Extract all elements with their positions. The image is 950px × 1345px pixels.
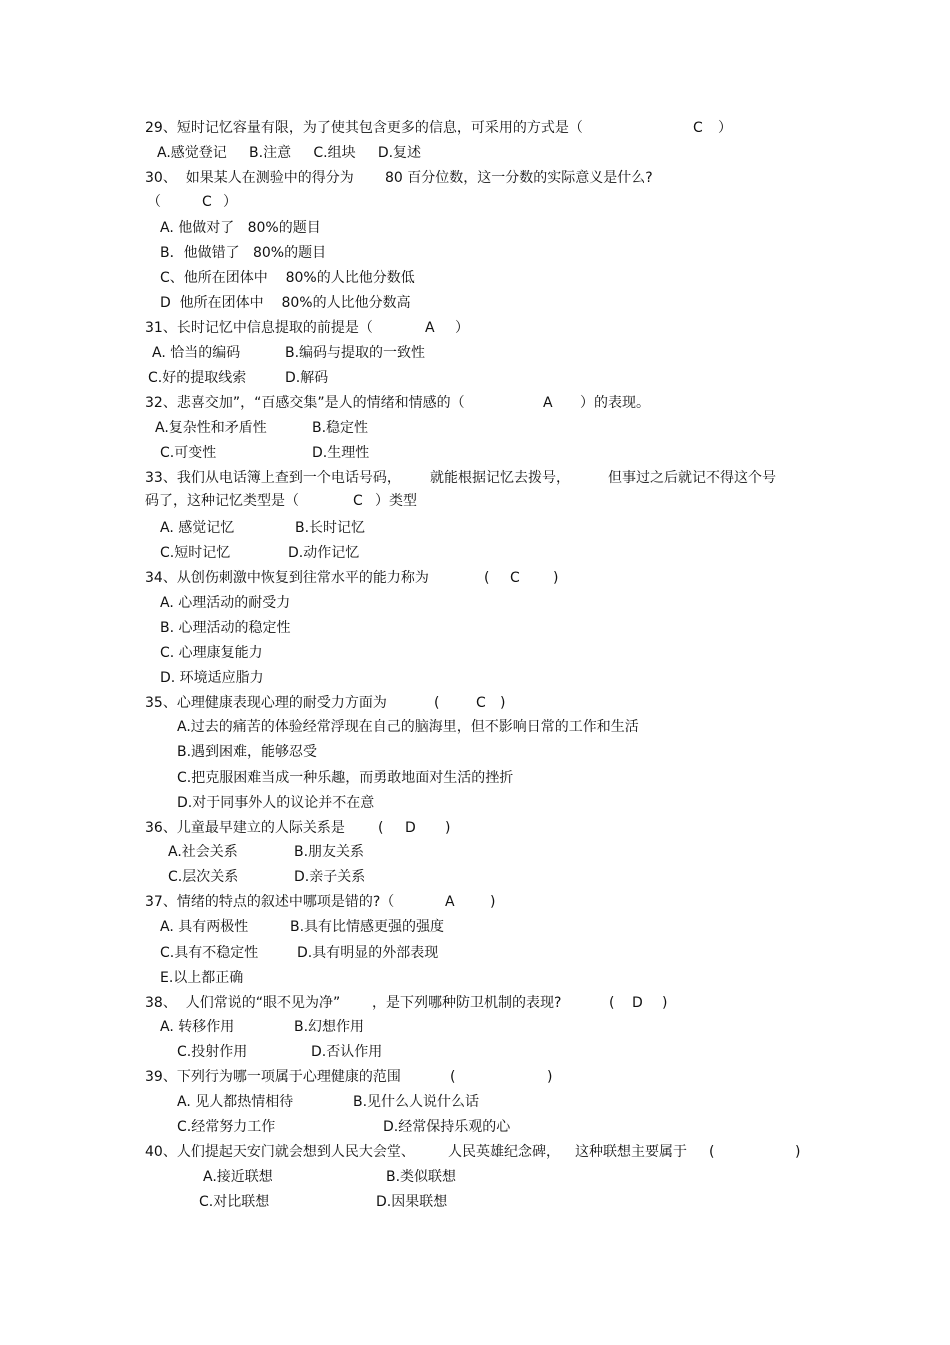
text-run: A.感觉登记 B.注意 C.组块 D.复述 xyxy=(157,145,422,161)
text-run: ) xyxy=(662,995,668,1011)
text-run: 30、 如果某人在测验中的得分为 xyxy=(145,170,354,186)
text-run: 就能根据记忆去拨号， xyxy=(430,470,570,486)
text-run: A. 转移作用 xyxy=(160,1019,235,1035)
text-run: D.动作记忆 xyxy=(288,545,360,561)
text-run: B. 心理活动的稳定性 xyxy=(160,620,291,636)
text-run: B.朋友关系 xyxy=(294,844,365,860)
text-run: D. 环境适应脂力 xyxy=(160,670,264,686)
text-run: A.复杂性和矛盾性 xyxy=(155,420,267,436)
text-run: ( xyxy=(378,820,384,836)
text-run: A. 感觉记忆 xyxy=(160,520,235,536)
text-run: C.具有不稳定性 xyxy=(160,945,259,961)
text-run: ） xyxy=(718,120,732,136)
text-run: B.稳定性 xyxy=(312,420,369,436)
text-run: B.类似联想 xyxy=(386,1169,457,1185)
text-run: ）的表现。 xyxy=(580,395,650,411)
text-run: A. 恰当的编码 xyxy=(152,345,241,361)
text-run: 34、从创伤刺激中恢复到往常水平的能力称为 xyxy=(145,570,429,586)
text-run: D xyxy=(405,820,416,836)
text-run: D.亲子关系 xyxy=(294,869,366,885)
text-run: A.接近联想 xyxy=(203,1169,273,1185)
text-run: C.层次关系 xyxy=(168,869,239,885)
text-run: C、他所在团体中 80%的人比他分数低 xyxy=(160,270,415,286)
text-run: A.社会关系 xyxy=(168,844,238,860)
text-run: ( xyxy=(709,1144,715,1160)
text-run: C xyxy=(476,695,486,711)
text-run: 35、心理健康表现心理的耐受力方面为 xyxy=(145,695,387,711)
text-run: 但事过之后就记不得这个号 xyxy=(608,470,776,486)
text-run: ）类型 xyxy=(375,493,417,509)
text-run: D.具有明显的外部表现 xyxy=(297,945,439,961)
text-run: D.解码 xyxy=(285,370,329,386)
text-run: ） xyxy=(455,320,469,336)
text-run: C xyxy=(202,194,212,210)
text-run: D xyxy=(632,995,643,1011)
text-run: ) xyxy=(445,820,451,836)
text-run: ( xyxy=(450,1069,456,1085)
text-run: C.投射作用 xyxy=(177,1044,248,1060)
text-run: ) xyxy=(500,695,506,711)
text-run: D 他所在团体中 80%的人比他分数高 xyxy=(160,295,411,311)
text-run: 码了，这种记忆类型是（ xyxy=(145,493,299,509)
text-run: 33、我们从电话簿上查到一个电话号码， xyxy=(145,470,401,486)
text-run: ) xyxy=(553,570,559,586)
text-run: E.以上都正确 xyxy=(160,970,244,986)
text-run: C xyxy=(353,493,363,509)
text-run: A. 见人都热情相待 xyxy=(177,1094,294,1110)
text-run: （ xyxy=(147,194,161,210)
text-run: A xyxy=(543,395,553,411)
text-run: D.生理性 xyxy=(312,445,370,461)
text-run: A. 心理活动的耐受力 xyxy=(160,595,291,611)
text-run: C.经常努力工作 xyxy=(177,1119,276,1135)
text-run: 80 百分位数，这一分数的实际意义是什么? xyxy=(385,170,653,186)
text-run: C.短时记忆 xyxy=(160,545,231,561)
text-run: A xyxy=(425,320,435,336)
text-run: ) xyxy=(490,894,496,910)
text-run: C. 心理康复能力 xyxy=(160,645,263,661)
text-run: C xyxy=(693,120,703,136)
text-run: 29、短时记忆容量有限，为了使其包含更多的信息，可采用的方式是（ xyxy=(145,120,583,136)
text-run: C.好的提取线索 xyxy=(148,370,247,386)
text-run: ） xyxy=(223,194,237,210)
text-run: A. 他做对了 80%的题目 xyxy=(160,220,321,236)
text-run: ，是下列哪种防卫机制的表现? xyxy=(372,995,562,1011)
text-run: 人民英雄纪念碑， xyxy=(448,1144,560,1160)
text-run: ) xyxy=(795,1144,801,1160)
text-run: C.对比联想 xyxy=(199,1194,270,1210)
text-run: 38、 人们常说的“眼不见为净” xyxy=(145,995,341,1011)
text-run: B.长时记忆 xyxy=(295,520,366,536)
text-run: 32、悲喜交加”，“百感交集”是人的情绪和情感的（ xyxy=(145,395,465,411)
text-run: C.把克服困难当成一种乐趣，而勇敢地面对生活的挫折 xyxy=(177,770,514,786)
text-run: D.否认作用 xyxy=(311,1044,383,1060)
text-run: 37、情绪的特点的叙述中哪项是错的?（ xyxy=(145,894,395,910)
text-run: B.具有比情感更强的强度 xyxy=(290,919,445,935)
text-run: 31、长时记忆中信息提取的前提是（ xyxy=(145,320,373,336)
text-run: C xyxy=(510,570,520,586)
text-run: ( xyxy=(609,995,615,1011)
text-run: D.经常保持乐观的心 xyxy=(383,1119,511,1135)
text-run: 39、下列行为哪一项属于心理健康的范围 xyxy=(145,1069,401,1085)
text-run: 36、儿童最早建立的人际关系是 xyxy=(145,820,345,836)
text-run: B．他做错了 80%的题目 xyxy=(160,245,327,261)
text-run: 40、人们提起天安门就会想到人民大会堂、 xyxy=(145,1144,415,1160)
text-run: B.遇到困难，能够忍受 xyxy=(177,744,318,760)
text-run: 这种联想主要属于 xyxy=(575,1144,687,1160)
text-run: B.编码与提取的一致性 xyxy=(285,345,426,361)
text-run: B.幻想作用 xyxy=(294,1019,365,1035)
text-run: D.对于同事外人的议论并不在意 xyxy=(177,795,375,811)
text-run: A xyxy=(445,894,455,910)
text-run: D.因果联想 xyxy=(376,1194,448,1210)
text-run: ( xyxy=(484,570,490,586)
text-run: B.见什么人说什么话 xyxy=(353,1094,480,1110)
text-run: ) xyxy=(547,1069,553,1085)
text-run: A. 具有两极性 xyxy=(160,919,249,935)
text-run: ( xyxy=(434,695,440,711)
text-run: C.可变性 xyxy=(160,445,217,461)
text-run: A.过去的痛苦的体验经常浮现在自己的脑海里，但不影响日常的工作和生活 xyxy=(177,719,639,735)
